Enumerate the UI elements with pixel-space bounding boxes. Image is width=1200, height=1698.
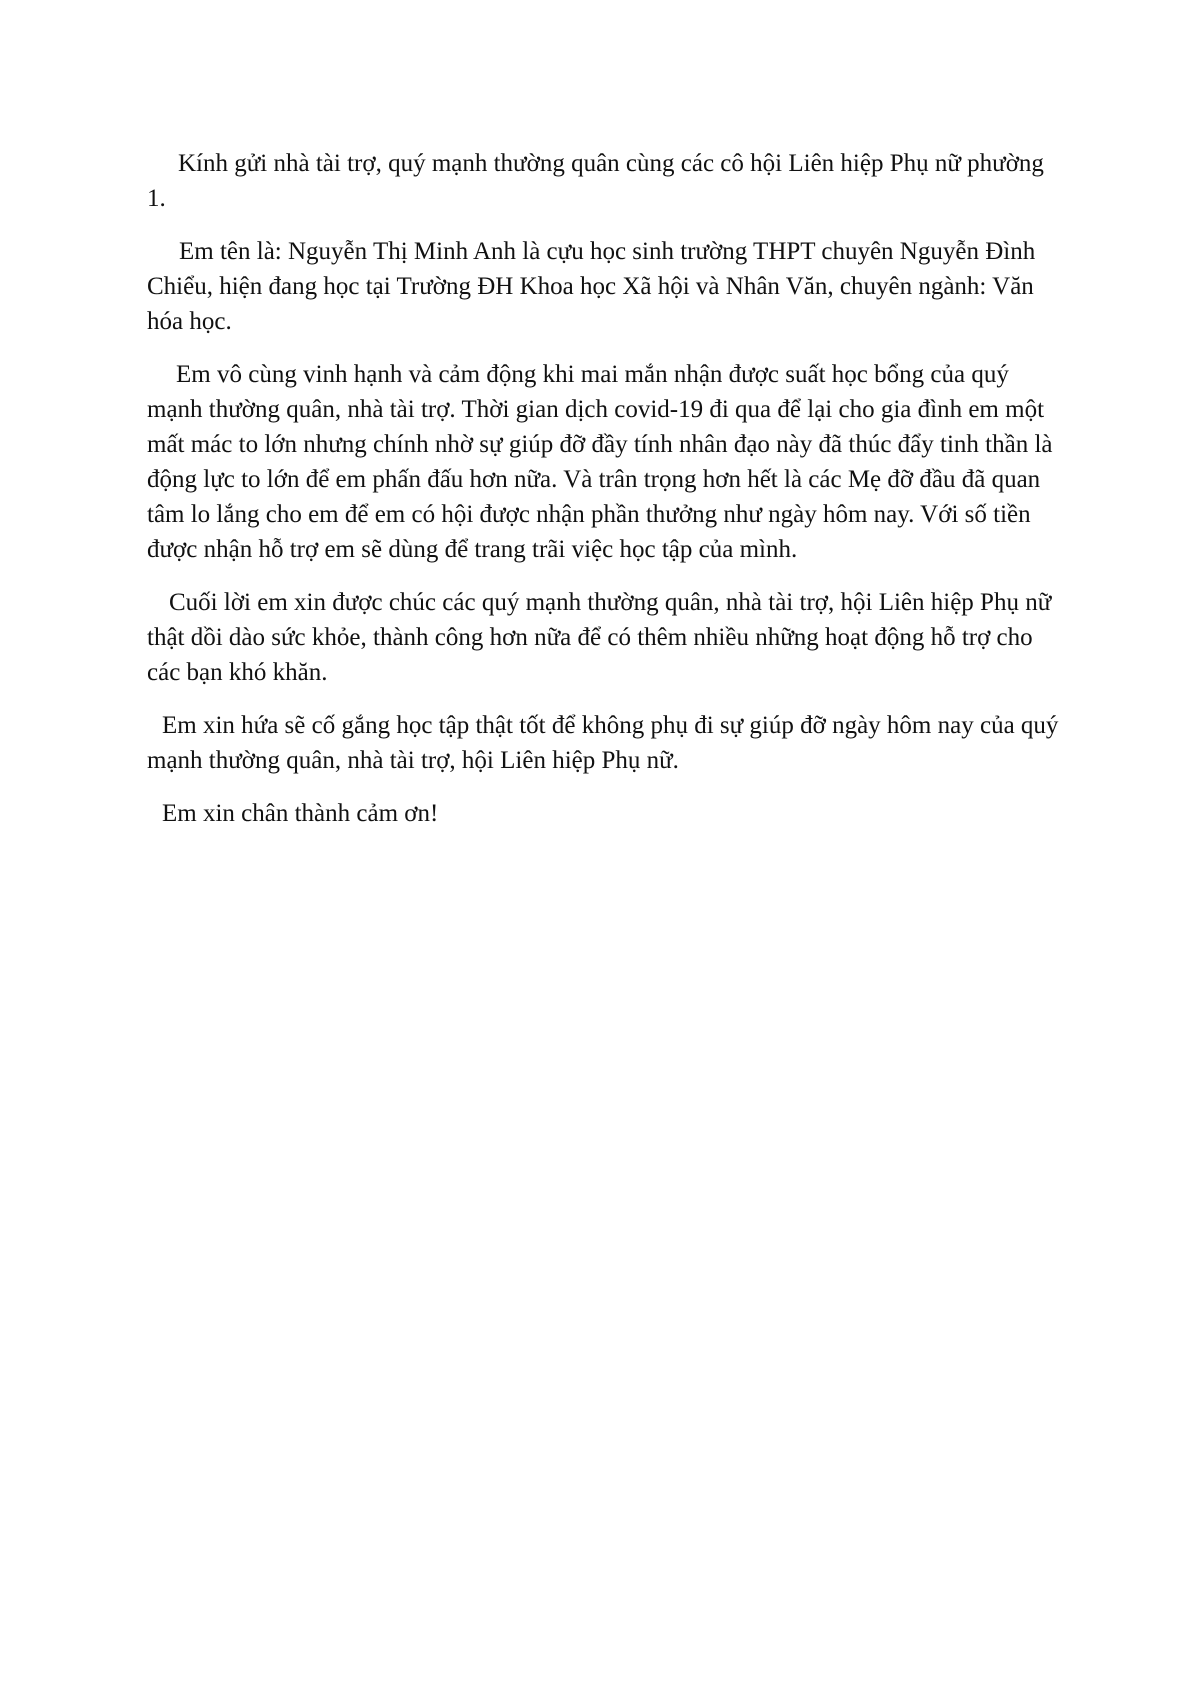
wishes-paragraph: Cuối lời em xin được chúc các quý mạnh thường quân, nhà tài trợ, hội Liên hiệp Phụ nữ thật dồi dào sức khỏe, thành công hơn nữa để có thêm nhiều những hoạt động hỗ trợ cho các bạn khó khăn. [147,589,1052,686]
gratitude-paragraph: Em vô cùng vinh hạnh và cảm động khi mai mắn nhận được suất học bổng của quý mạnh thường quân, nhà tài trợ. Thời gian dịch covid-19 đi qua để lại cho gia đình em một mất mác to lớn nhưng chính nhờ sự giúp đỡ đầy tính nhân đạo này đã thúc đẩy tinh thần là động lực to lớn để em phấn đấu hơn nữa. Và trân trọng hơn hết là các Mẹ đỡ đầu đã quan tâm lo lắng cho em để em có hội được nhận phần thưởng như ngày hôm nay. Với số tiền được nhận hỗ trợ em sẽ dùng để trang trãi việc học tập của mình. [147,361,1053,563]
greeting-paragraph: Kính gửi nhà tài trợ, quý mạnh thường quân cùng các cô hội Liên hiệp Phụ nữ phường 1. [147,150,1044,212]
introduction-paragraph: Em tên là: Nguyễn Thị Minh Anh là cựu học sinh trường THPT chuyên Nguyễn Đình Chiểu, hiện đang học tại Trường ĐH Khoa học Xã hội và Nhân Văn, chuyên ngành: Văn hóa học. [147,238,1036,335]
closing-paragraph: Em xin chân thành cảm ơn! [162,800,439,827]
promise-paragraph: Em xin hứa sẽ cố gắng học tập thật tốt để không phụ đi sự giúp đỡ ngày hôm nay của quý mạnh thường quân, nhà tài trợ, hội Liên hiệp Phụ nữ. [147,712,1059,774]
letter-body [147,146,1062,849]
